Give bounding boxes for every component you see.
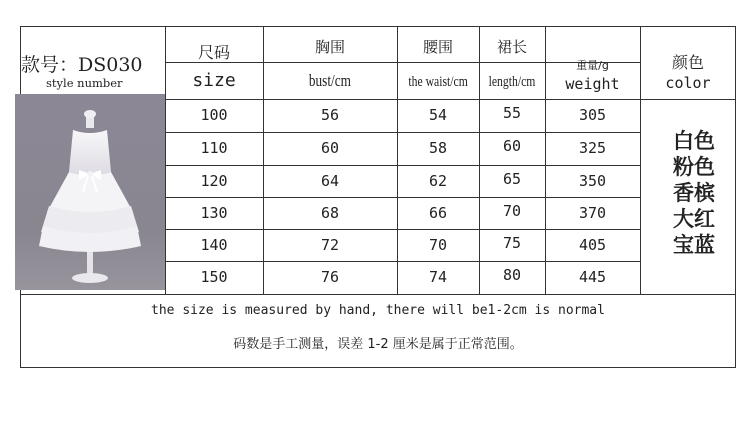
weight-cell: 305 <box>578 106 607 124</box>
waist-header-en: the waist/cm <box>408 74 468 90</box>
size-header-en: size <box>192 70 236 91</box>
style-code: 款号：DS030 <box>21 54 143 76</box>
size-cell: 130 <box>200 204 228 222</box>
note-english: the size is measured by hand, there will be1-2cm is normal <box>151 303 605 318</box>
divider <box>165 261 640 262</box>
bust-header-en: bust/cm <box>309 71 351 90</box>
size-cell: 140 <box>200 236 228 254</box>
length-cell: 75 <box>502 234 522 252</box>
divider <box>165 197 640 198</box>
divider <box>165 132 640 133</box>
bust-cell: 76 <box>320 268 340 286</box>
length-cell: 60 <box>502 137 522 155</box>
color-option: 大红 <box>673 207 715 231</box>
note-chinese: 码数是手工测量，误差 1-2 厘米是属于正常范围。 <box>233 337 523 352</box>
waist-cell: 54 <box>428 106 448 124</box>
bust-cell: 56 <box>320 106 340 124</box>
weight-cell: 445 <box>578 268 607 286</box>
waist-cell: 62 <box>428 172 448 190</box>
color-header-en: color <box>665 74 711 92</box>
size-cell: 120 <box>200 172 228 190</box>
divider <box>165 229 640 230</box>
length-cell: 55 <box>502 104 522 122</box>
size-cell: 100 <box>200 106 228 124</box>
length-cell: 80 <box>502 266 522 284</box>
color-header-cn: 颜色 <box>671 53 704 72</box>
length-header-cn: 裙长 <box>496 38 527 56</box>
color-option: 宝蓝 <box>673 233 715 257</box>
style-number-label: style number <box>46 76 123 90</box>
bust-cell: 60 <box>320 139 340 157</box>
waist-cell: 66 <box>428 204 448 222</box>
weight-header-en: weight <box>565 75 620 93</box>
color-option: 白色 <box>673 129 715 153</box>
length-header-en: length/cm <box>488 74 536 90</box>
bust-cell: 64 <box>320 172 340 190</box>
waist-cell: 74 <box>428 268 448 286</box>
weight-cell: 370 <box>578 204 607 222</box>
length-cell: 65 <box>502 170 522 188</box>
waist-header-cn: 腰围 <box>422 38 453 56</box>
white-dress-illustration <box>15 94 165 290</box>
weight-header-cn: 重量/g <box>576 59 609 72</box>
color-option: 粉色 <box>673 155 715 179</box>
waist-cell: 58 <box>428 139 448 157</box>
color-option: 香槟 <box>673 181 715 205</box>
weight-cell: 350 <box>578 172 607 190</box>
dress-photo <box>15 94 165 290</box>
bust-cell: 72 <box>320 236 340 254</box>
length-cell: 70 <box>502 202 522 220</box>
color-options <box>664 128 724 258</box>
weight-cell: 405 <box>578 236 607 254</box>
bust-header-cn: 胸围 <box>314 38 345 56</box>
divider <box>165 165 640 166</box>
size-header-cn: 尺码 <box>197 43 230 62</box>
divider <box>165 99 736 100</box>
divider <box>479 26 480 294</box>
divider <box>20 294 736 295</box>
size-cell: 150 <box>200 268 228 286</box>
bust-cell: 68 <box>320 204 340 222</box>
waist-cell: 70 <box>428 236 448 254</box>
size-cell: 110 <box>200 139 228 157</box>
weight-cell: 325 <box>578 139 607 157</box>
